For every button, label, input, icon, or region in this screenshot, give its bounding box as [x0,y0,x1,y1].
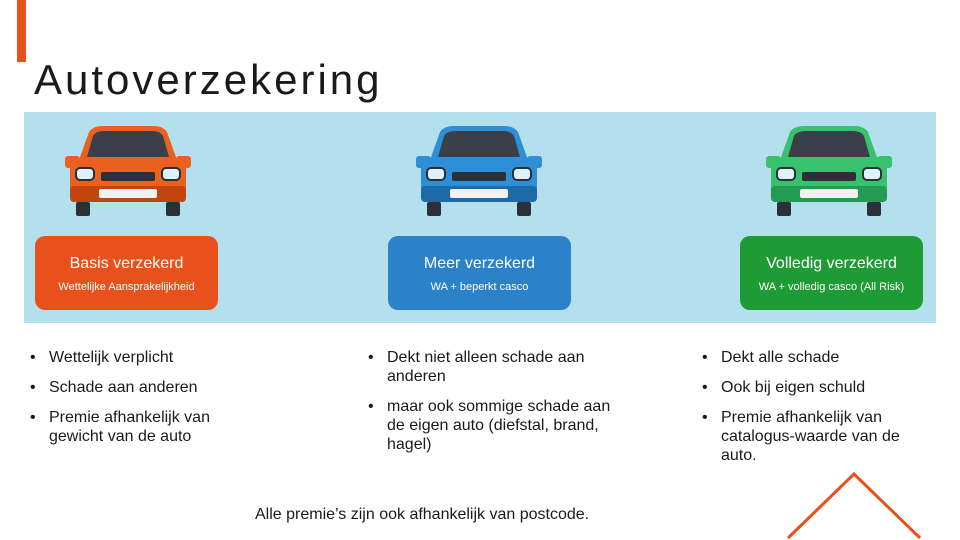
page-title: Autoverzekering [34,56,383,103]
card-title: Basis verzekerd [69,255,184,272]
card-title: Volledig verzekerd [766,255,897,272]
column-basis [27,348,267,457]
chevron-up-decoration-icon [784,470,924,540]
footer-note: Alle premie’s zijn ook afhankelijk van postcode. [255,506,590,523]
list-item: • Dekt niet alleen schade aan anderen [365,348,625,386]
orange-car-icon [59,124,197,224]
accent-bar [17,0,26,62]
column-meer [365,348,625,465]
list-item: • Premie afhankelijk van gewicht van de auto [27,408,267,446]
list-item: • Schade aan anderen [27,378,267,397]
column-volledig [699,348,937,476]
card-title: Meer verzekerd [423,255,536,272]
card-subtitle: Wettelijke Aansprakelijkheid [58,281,195,293]
green-car-icon [760,124,898,224]
blue-car-icon [410,124,548,224]
list-item: • maar ook sommige schade aan de eigen auto (diefstal, brand, hagel) [365,397,625,454]
card-volledig-verzekerd [740,236,923,310]
card-meer-verzekerd [388,236,571,310]
card-basis-verzekerd [35,236,218,310]
list-item: • Dekt alle schade [699,348,937,367]
card-subtitle: WA + beperkt casco [430,281,529,293]
list-item: • Ook bij eigen schuld [699,378,937,397]
list-item: • Wettelijk verplicht [27,348,267,367]
list-item: • Premie afhankelijk van catalogus-waarde van de auto. [699,408,937,465]
card-subtitle: WA + volledig casco (All Risk) [758,281,905,293]
